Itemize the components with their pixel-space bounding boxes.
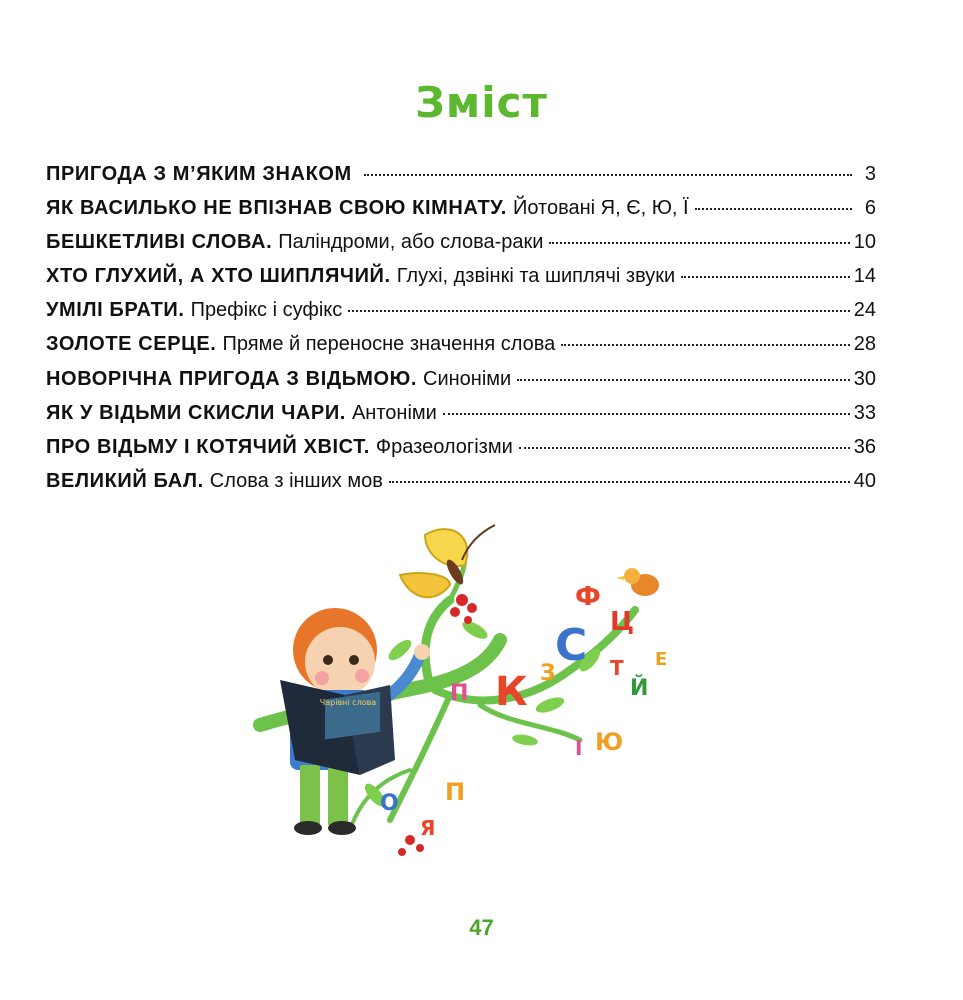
toc-leader-dots [517,379,850,381]
toc-subtitle: Слова з інших мов [209,469,383,492]
toc-heading: ЗОЛОТЕ СЕРЦЕ. [46,333,217,356]
toc-heading: НОВОРІЧНА ПРИГОДА З ВІДЬМОЮ. [46,367,418,390]
toc-entry[interactable] [46,436,876,470]
toc-page-number: 40 [853,469,876,492]
letter: С [555,620,588,671]
toc-page-number: 28 [853,333,876,356]
letter: Ц [610,607,635,637]
toc-leader-dots [695,208,852,210]
toc-leader-dots [443,413,850,415]
toc-leader-dots [519,447,850,449]
toc-heading: УМІЛІ БРАТИ. [46,299,185,322]
toc-entry[interactable] [46,299,876,333]
toc-page-number: 33 [853,401,876,424]
letter: І [575,736,583,760]
toc-subtitle: Фразеологізми [375,435,513,458]
letter: Я [420,816,436,840]
toc-leader-dots [549,242,849,244]
toc-leader-dots [348,310,849,312]
toc-page-number: 14 [853,265,876,288]
toc-heading: ХТО ГЛУХИЙ, А ХТО ШИПЛЯЧИЙ. [46,265,391,288]
letters [380,582,667,840]
toc-subtitle: Глухі, дзвінкі та шиплячі звуки [396,265,676,288]
letter: Е [655,649,668,670]
letter: О [380,791,399,816]
butterfly [400,525,495,597]
toc-heading: ВЕЛИКИЙ БАЛ. [46,469,204,492]
toc-entry[interactable] [46,231,876,265]
red-berries [398,594,521,856]
toc-subtitle: Паліндроми, або слова-раки [278,231,544,254]
toc-heading: ПРО ВІДЬМУ І КОТЯЧИЙ ХВІСТ. [46,435,370,458]
letter: З [540,661,556,686]
toc-entry[interactable] [46,368,876,402]
toc-entry[interactable] [46,470,876,504]
toc-leader-dots [681,276,850,278]
letter: П [445,778,466,806]
toc-leader-dots [364,174,852,176]
letter: Ф [575,582,601,612]
toc-page-number: 10 [853,231,876,254]
toc-entry[interactable] [46,402,876,436]
book-cover-title: Чарівні слова [319,698,377,707]
toc-leader-dots [389,481,850,483]
table-of-contents [46,163,876,504]
toc-entry[interactable] [46,197,876,231]
toc-subtitle: Синоніми [423,367,512,390]
toc-subtitle: Префікс і суфікс [190,299,343,322]
toc-leader-dots [561,344,849,346]
toc-page-number: 24 [853,299,876,322]
toc-page-number: 30 [853,367,876,390]
toc-entry[interactable] [46,333,876,367]
toc-page-number: 3 [864,163,876,185]
toc-entry[interactable] [46,163,876,197]
toc-page-number: 6 [864,197,876,220]
toc-heading: ЯК ВАСИЛЬКО НЕ ВПІЗНАВ СВОЮ КІМНАТУ. [46,197,507,220]
toc-heading: ЯК У ВІДЬМИ СКИСЛИ ЧАРИ. [46,401,346,424]
page-number: 47 [469,915,494,940]
letter: П [450,681,469,706]
toc-page-number: 36 [853,435,876,458]
letter: Т [610,656,624,680]
toc-subtitle: Антоніми [351,401,437,424]
toc-subtitle: Пряме й переносне значення слова [222,333,556,356]
page-title: Зміст [415,78,548,127]
toc-subtitle: Йотовані Я, Є, Ю, Ї [512,197,689,220]
bird [616,568,659,596]
toc-heading: ПРИГОДА З М’ЯКИМ ЗНАКОМ [46,163,352,185]
toc-heading: БЕШКЕТЛИВІ СЛОВА. [46,231,273,254]
toc-entry[interactable] [46,265,876,299]
illustration-boy-with-book [250,510,690,870]
letter: К [495,669,528,715]
letter: Ю [595,728,624,756]
letter: Й [630,676,649,701]
